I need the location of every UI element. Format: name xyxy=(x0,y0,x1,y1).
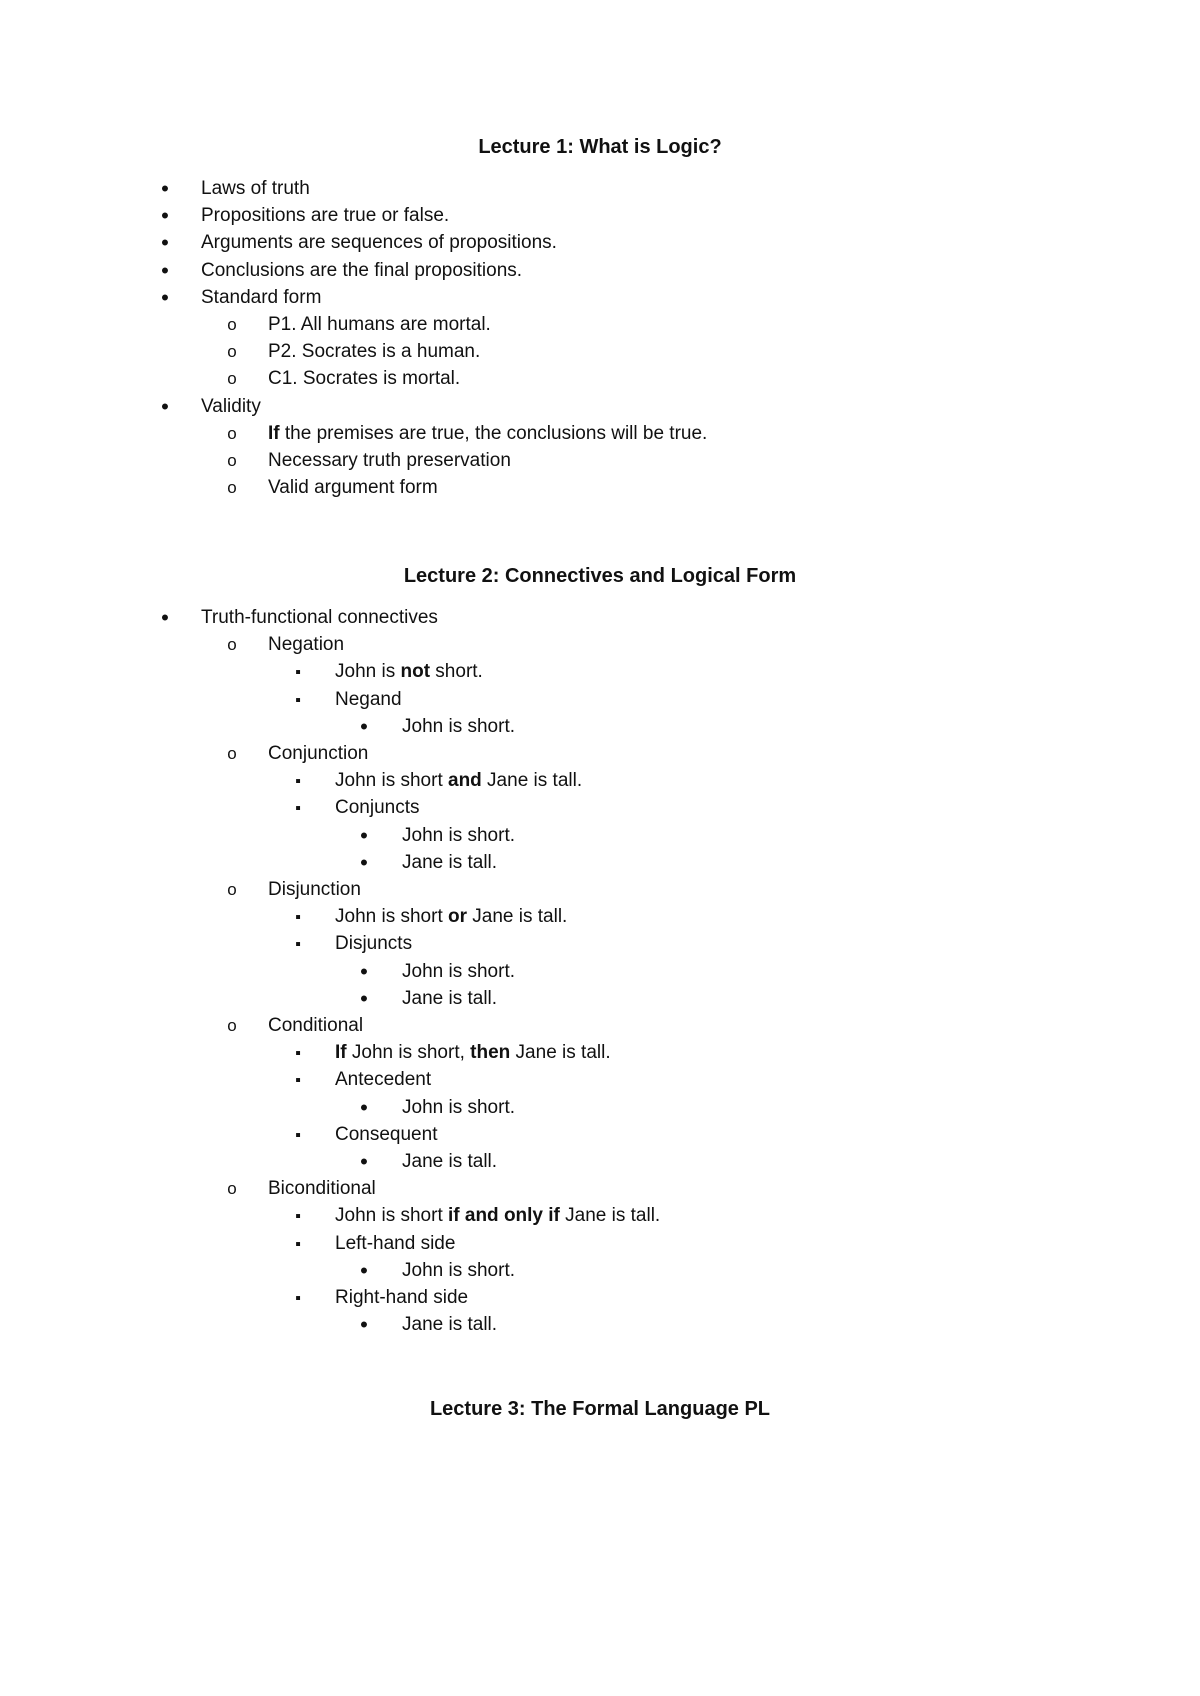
list-bullet-icon xyxy=(354,1259,374,1285)
list-item-text: Jane is tall. xyxy=(481,770,583,791)
list-item xyxy=(402,1150,497,1174)
list-item-keyword: If xyxy=(268,423,280,444)
list-item-text: Disjuncts xyxy=(335,933,413,954)
list-item xyxy=(201,606,438,630)
list-item xyxy=(335,688,402,712)
list-item-keyword: then xyxy=(470,1042,511,1063)
list-item xyxy=(201,395,261,419)
list-bullet-icon xyxy=(155,286,175,312)
list-bullet-icon xyxy=(222,633,242,657)
list-bullet-icon xyxy=(354,1150,374,1176)
list-item-keyword: if and only if xyxy=(448,1205,560,1226)
list-item-text: Antecedent xyxy=(335,1069,432,1090)
list-item-text: John is short. xyxy=(402,961,515,982)
list-item xyxy=(335,1041,611,1065)
list-bullet-icon xyxy=(155,395,175,421)
list-bullet-icon xyxy=(155,177,175,203)
list-item xyxy=(201,177,310,201)
list-bullet-icon xyxy=(155,204,175,230)
list-item-text: Jane is tall. xyxy=(510,1042,611,1063)
list-item-text: John is short. xyxy=(402,1260,515,1281)
list-item xyxy=(268,742,368,766)
list-item-text: Jane is tall. xyxy=(559,1205,661,1226)
list-item xyxy=(335,1068,431,1092)
list-bullet-icon xyxy=(222,449,242,473)
list-bullet-icon xyxy=(354,1313,374,1339)
list-bullet-icon xyxy=(222,1177,242,1201)
list-item xyxy=(402,1313,497,1337)
list-item xyxy=(201,204,449,228)
list-bullet-icon xyxy=(354,960,374,986)
list-item-text: P1. All humans are mortal. xyxy=(268,314,491,335)
list-item-text: Disjunction xyxy=(268,879,361,900)
list-item-text: Propositions are true or false. xyxy=(201,205,450,226)
list-item-text: Negation xyxy=(268,634,345,655)
list-bullet-icon xyxy=(222,742,242,766)
list-bullet-icon xyxy=(288,796,308,821)
list-item xyxy=(402,715,515,739)
list-item xyxy=(268,340,480,364)
list-bullet-icon xyxy=(222,878,242,902)
list-item xyxy=(268,367,460,391)
list-item xyxy=(335,769,582,793)
list-item-text: John is short xyxy=(335,906,448,927)
list-item xyxy=(335,1123,437,1147)
list-item xyxy=(201,286,321,310)
list-item xyxy=(335,796,420,820)
list-bullet-icon xyxy=(222,476,242,500)
list-item xyxy=(268,449,511,473)
list-item-text: Truth-functional connectives xyxy=(201,607,438,628)
list-item-text: Negand xyxy=(335,689,402,710)
list-item-text: John is short. xyxy=(402,716,515,737)
list-bullet-icon xyxy=(354,987,374,1013)
list-bullet-icon xyxy=(288,660,308,685)
list-bullet-icon xyxy=(288,1204,308,1229)
list-item-keyword: not xyxy=(400,661,431,682)
list-item xyxy=(268,1177,376,1201)
list-item xyxy=(335,1204,660,1228)
list-item-keyword: or xyxy=(448,906,467,927)
list-item xyxy=(268,1014,363,1038)
list-item-text: Jane is tall. xyxy=(402,1314,498,1335)
list-item xyxy=(402,960,515,984)
list-item-text: John is short. xyxy=(402,825,515,846)
list-bullet-icon xyxy=(288,1041,308,1066)
list-item xyxy=(402,1259,515,1283)
list-item xyxy=(268,878,361,902)
list-bullet-icon xyxy=(222,340,242,364)
list-item-text: Biconditional xyxy=(268,1178,376,1199)
lecture-heading: Lecture 1: What is Logic? xyxy=(478,136,722,158)
list-bullet-icon xyxy=(288,1123,308,1148)
list-item-keyword: and xyxy=(448,770,482,791)
list-item xyxy=(201,231,557,255)
list-item-text: the premises are true, the conclusions will be true. xyxy=(279,423,708,444)
list-item-text: John is short xyxy=(335,1205,448,1226)
list-item xyxy=(268,422,707,446)
list-bullet-icon xyxy=(354,715,374,741)
list-item-text: Standard form xyxy=(201,287,322,308)
list-item-text: Conjuncts xyxy=(335,797,420,818)
list-bullet-icon xyxy=(354,824,374,850)
list-bullet-icon xyxy=(222,1014,242,1038)
list-item xyxy=(335,932,412,956)
list-item-text: Arguments are sequences of propositions. xyxy=(201,232,557,253)
list-item-text: Left-hand side xyxy=(335,1233,456,1254)
list-bullet-icon xyxy=(288,1068,308,1093)
list-bullet-icon xyxy=(222,367,242,391)
list-item-text: Consequent xyxy=(335,1124,438,1145)
list-item-text: Conjunction xyxy=(268,743,369,764)
list-bullet-icon xyxy=(288,688,308,713)
list-item xyxy=(402,1096,515,1120)
list-item xyxy=(335,905,567,929)
list-item xyxy=(402,824,515,848)
list-bullet-icon xyxy=(288,769,308,794)
list-item-text: John is short. xyxy=(402,1097,515,1118)
list-item xyxy=(268,313,491,337)
list-item xyxy=(335,660,483,684)
list-bullet-icon xyxy=(222,313,242,337)
list-item-text: John is short xyxy=(335,770,448,791)
list-item-text: John is short, xyxy=(346,1042,471,1063)
lecture-heading: Lecture 2: Connectives and Logical Form xyxy=(403,565,797,587)
list-item-text: Laws of truth xyxy=(201,178,310,199)
list-item-text: Valid argument form xyxy=(268,477,438,498)
list-item xyxy=(335,1286,468,1310)
list-item-text: P2. Socrates is a human. xyxy=(268,341,481,362)
list-item-text: Jane is tall. xyxy=(402,1151,498,1172)
list-item-text: Necessary truth preservation xyxy=(268,450,511,471)
list-bullet-icon xyxy=(155,231,175,257)
list-item-text: Conditional xyxy=(268,1015,364,1036)
list-item xyxy=(402,987,497,1011)
list-item xyxy=(268,633,344,657)
list-item-text: Conclusions are the final propositions. xyxy=(201,260,523,281)
list-bullet-icon xyxy=(354,1096,374,1122)
list-item-keyword: If xyxy=(335,1042,347,1063)
list-item xyxy=(268,476,438,500)
list-bullet-icon xyxy=(288,1232,308,1257)
list-item-text: John is xyxy=(335,661,401,682)
lecture-heading: Lecture 3: The Formal Language PL xyxy=(429,1398,771,1420)
list-item-text: short. xyxy=(430,661,483,682)
list-bullet-icon xyxy=(288,905,308,930)
list-item-text: Right-hand side xyxy=(335,1287,469,1308)
list-item xyxy=(402,851,497,875)
list-bullet-icon xyxy=(222,422,242,446)
list-bullet-icon xyxy=(155,259,175,285)
list-item xyxy=(201,259,522,283)
list-item-text: Jane is tall. xyxy=(467,906,568,927)
list-item-text: C1. Socrates is mortal. xyxy=(268,368,461,389)
list-item-text: Jane is tall. xyxy=(402,988,498,1009)
list-item-text: Validity xyxy=(201,396,261,417)
list-bullet-icon xyxy=(155,606,175,632)
list-bullet-icon xyxy=(354,851,374,877)
list-bullet-icon xyxy=(288,1286,308,1311)
list-item-text: Jane is tall. xyxy=(402,852,498,873)
list-bullet-icon xyxy=(288,932,308,957)
list-item xyxy=(335,1232,455,1256)
